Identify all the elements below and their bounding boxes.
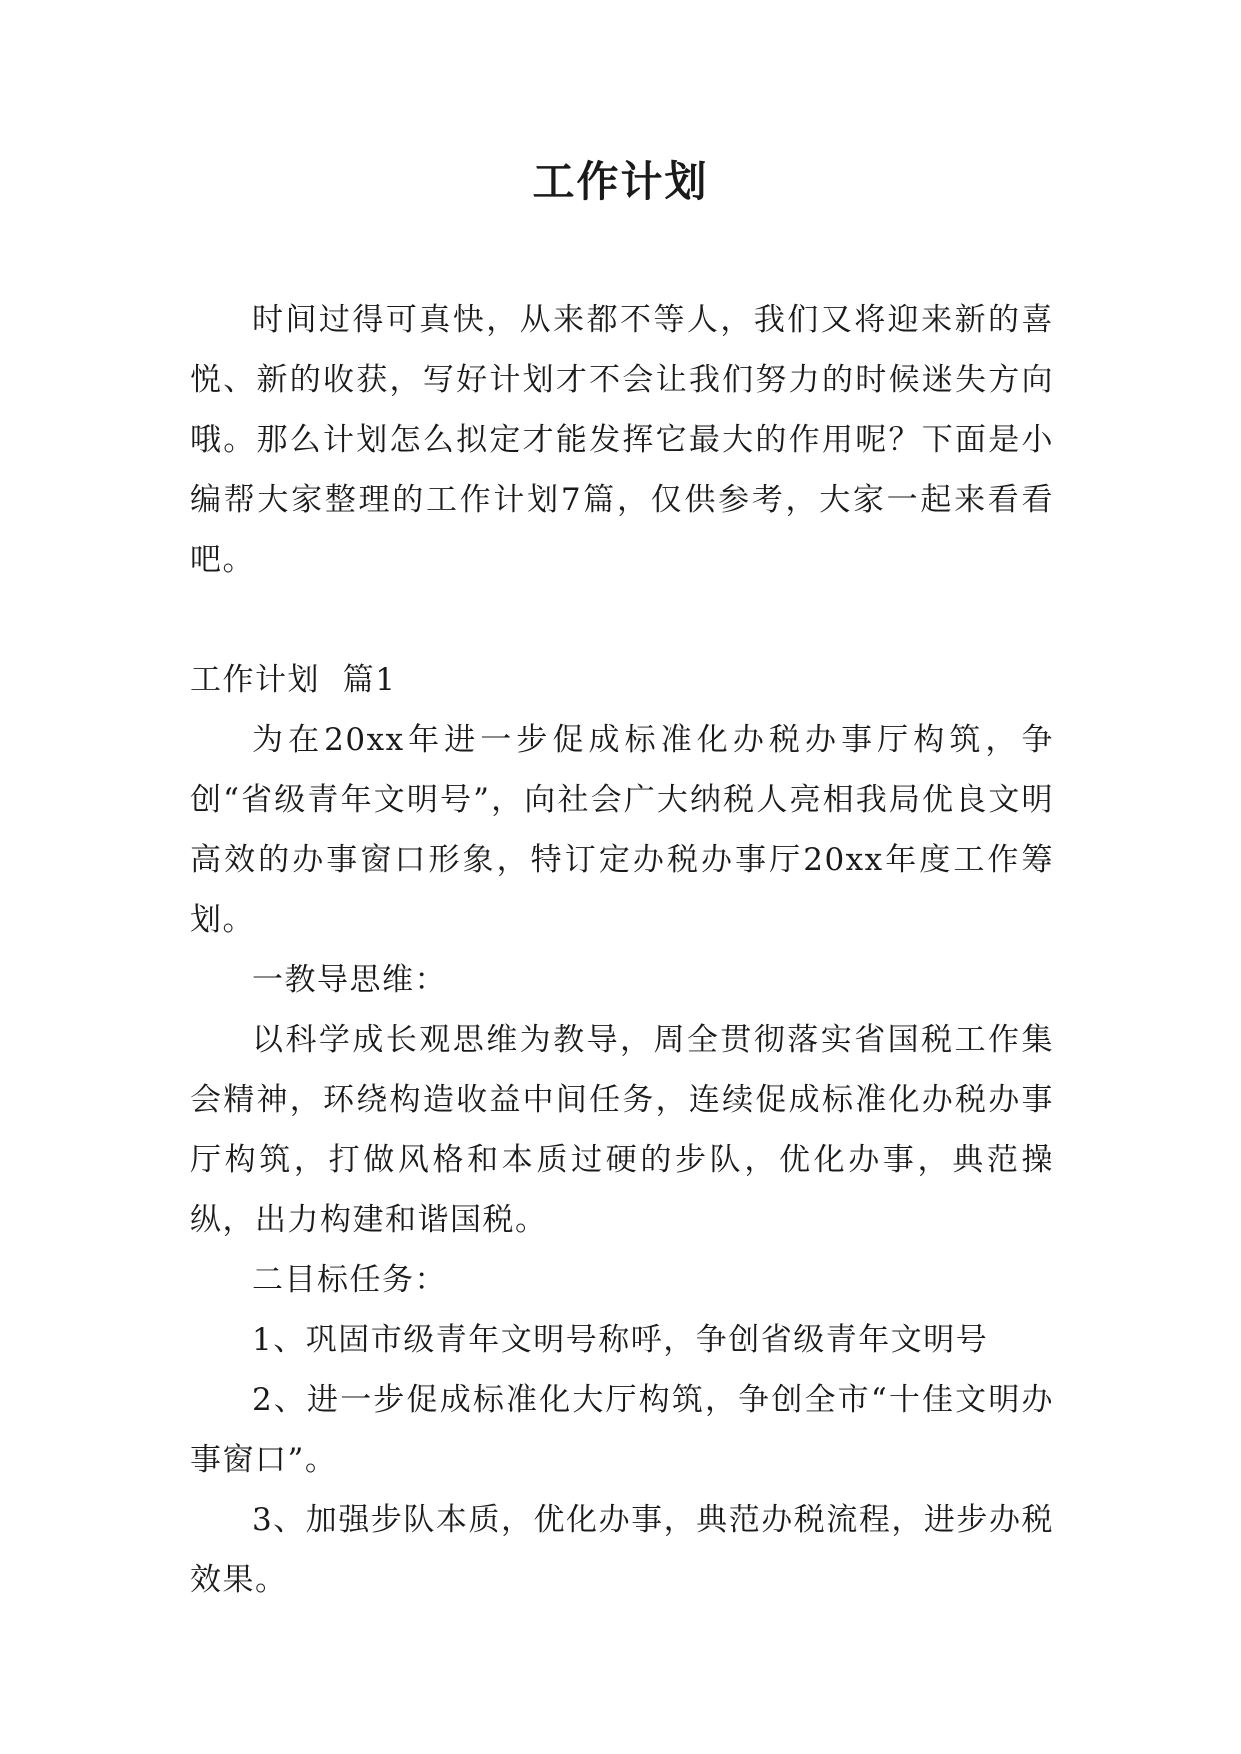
- section-heading: 工作计划 篇1: [190, 662, 397, 698]
- document-body: [190, 290, 1054, 1610]
- paragraph-spacer: [190, 590, 1054, 650]
- document-title: 工作计划: [532, 157, 709, 206]
- heading-goals: 二目标任务：: [252, 1262, 447, 1298]
- intro-paragraph: 时间过得可真快，从来都不等人，我们又将迎来新的喜悦、新的收获，写好计划才不会让我们努力的时候迷失方向哦。那么计划怎么拟定才能发挥它最大的作用呢？下面是小编帮大家整理的工作计划7篇，仅供参考，大家一起来看看吧。: [190, 302, 1054, 578]
- goal-item-1: 1、巩固市级青年文明号称呼，争创省级青年文明号: [252, 1322, 989, 1358]
- goal-item-2: 2、进一步促成标准化大厅构筑，争创全市“十佳文明办事窗口”。: [190, 1382, 1054, 1478]
- heading-guiding-thought: 一教导思维：: [252, 962, 447, 998]
- paragraph-purpose: 为在20xx年进一步促成标准化办税办事厅构筑，争创“省级青年文明号”，向社会广大纳税人亮相我局优良文明高效的办事窗口形象，特订定办税办事厅20xx年度工作筹划。: [190, 722, 1054, 938]
- goal-item-3: 3、加强步队本质，优化办事，典范办税流程，进步办税效果。: [190, 1502, 1054, 1598]
- paragraph-guiding-thought: 以科学成长观思维为教导，周全贯彻落实省国税工作集会精神，环绕构造收益中间任务，连续促成标准化办税办事厅构筑，打做风格和本质过硬的步队，优化办事，典范操纵，出力构建和谐国税。: [190, 1022, 1054, 1238]
